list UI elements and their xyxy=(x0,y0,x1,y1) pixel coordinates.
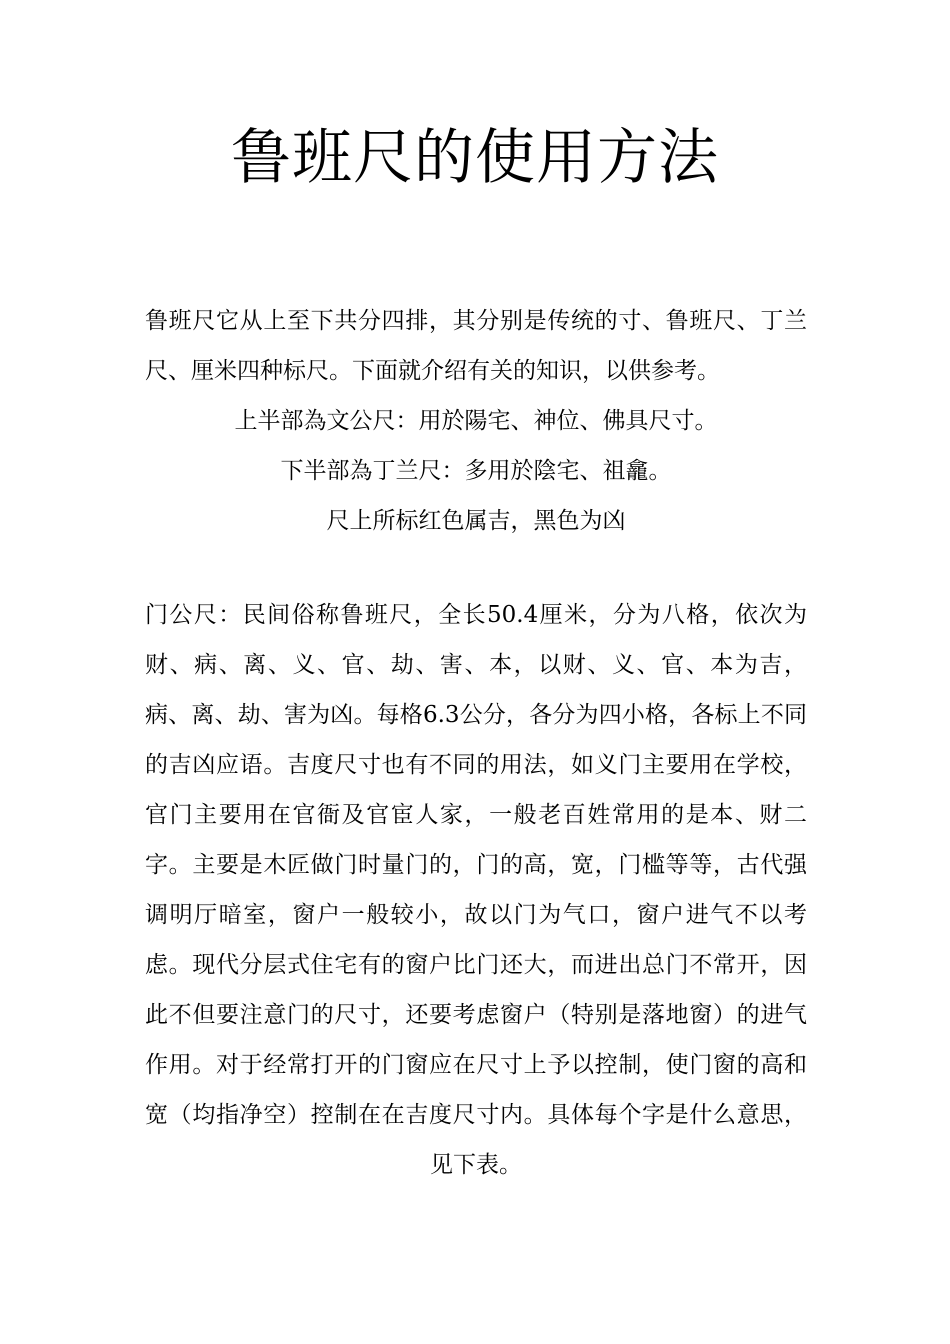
intro-paragraph: 鲁班尺它从上至下共分四排，其分别是传统的寸、鲁班尺、丁兰尺、厘米四种标尺。下面就介绍有关的知识，以供参考。 xyxy=(145,308,807,384)
color-meaning-line: 尺上所标红色属吉，黑色为凶 xyxy=(326,508,626,534)
upper-ruler-line: 上半部為文公尺：用於陽宅、神位、佛具尺寸。 xyxy=(234,408,718,434)
lower-ruler-line: 下半部為丁兰尺：多用於陰宅、祖龕。 xyxy=(280,458,672,484)
intro-section xyxy=(145,296,807,546)
document-title: 鲁班尺的使用方法 xyxy=(231,123,719,193)
body-paragraph: 门公尺：民间俗称鲁班尺，全长50.4厘米，分为八格，依次为财、病、离、义、官、劫、害、本，以财、义、官、本为吉，病、离、劫、害为凶。每格6.3公分，各分为四小格，各标上不同的吉凶应语。吉度尺寸也有不同的用法，如义门主要用在学校，官门主要用在官衙及官宦人家，一般老百姓常用的是本、财二字。主要是木匠做门时量门的，门的高，宽，门槛等等，古代强调明厅暗室，窗户一般较小，故以门为气口，窗户进气不以考虑。现代分层式住宅有的窗户比门还大，而进出总门不常开，因此不但要注意门的尺寸，还要考虑窗户（特别是落地窗）的进气作用。对于经常打开的门窗应在尺寸上予以控制，使门窗的高和宽（均指净空）控制在在吉度尺寸内。具体每个字是什么意思，见下表。 xyxy=(145,602,807,1178)
